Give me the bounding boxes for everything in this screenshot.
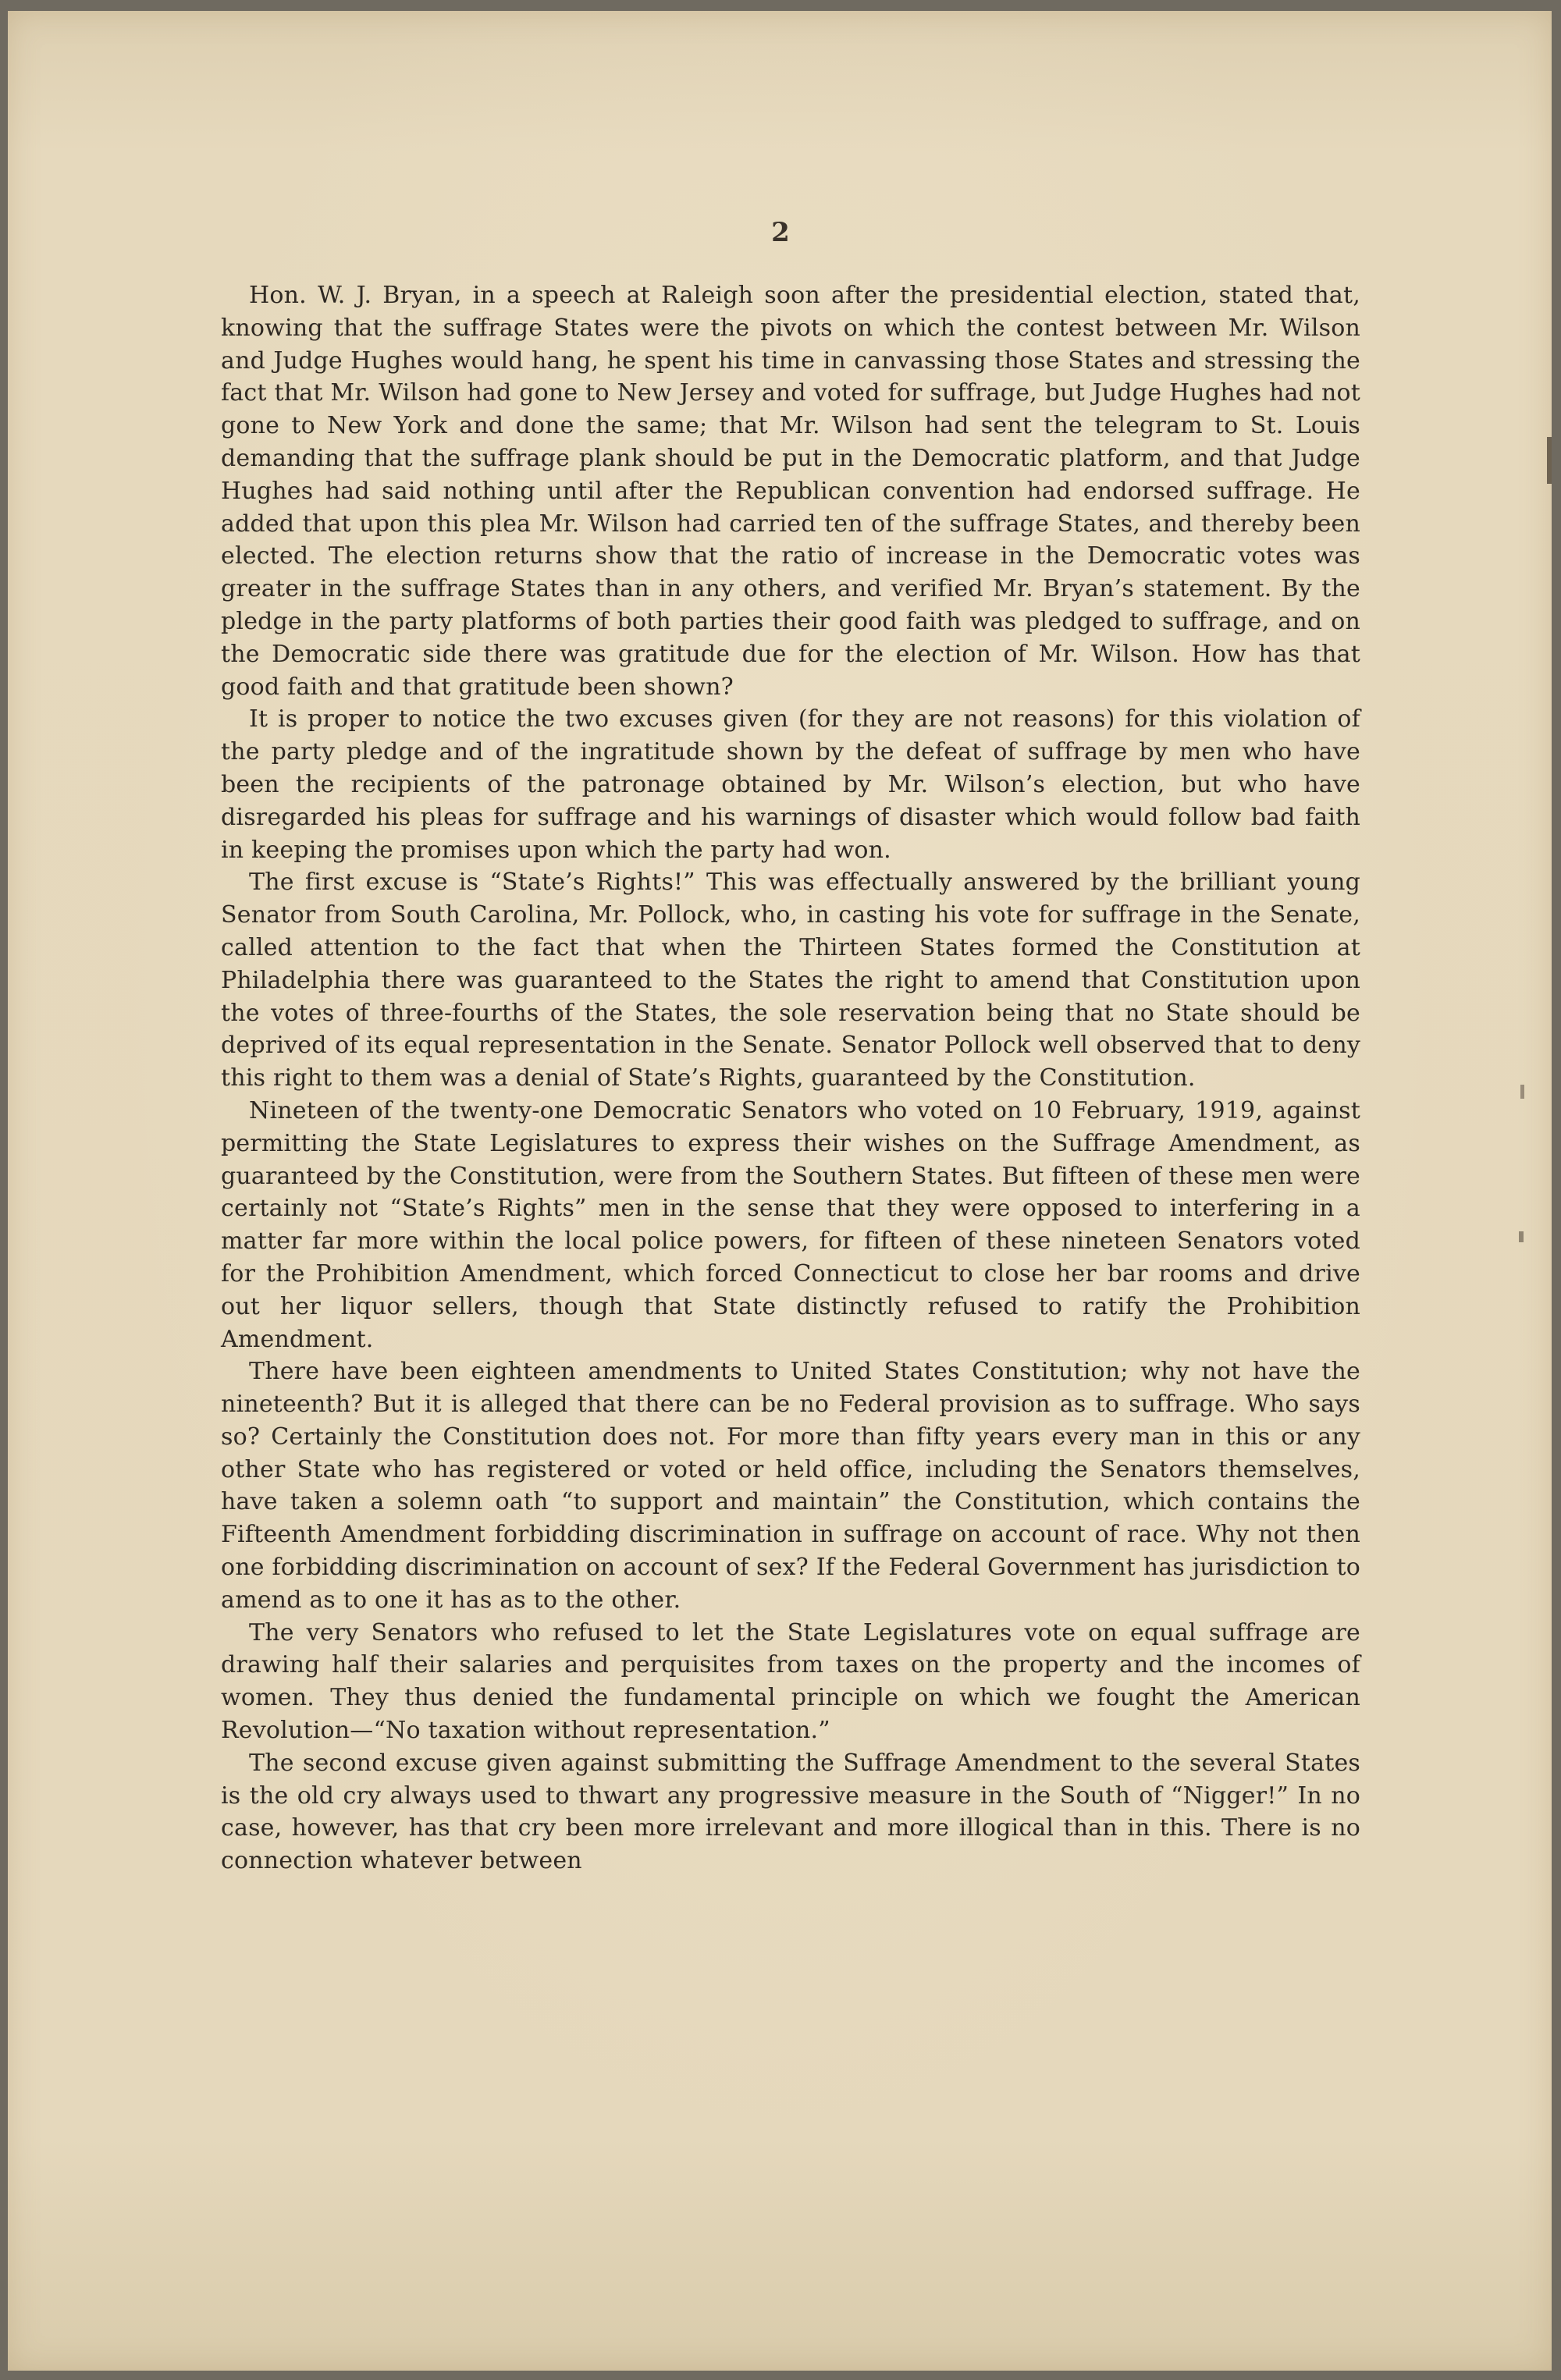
edge-mark <box>1547 437 1552 484</box>
paragraph: It is proper to notice the two excuses given (for they are not reasons) for this violation of the party pledge and of the ingratitude shown by the defeat of suffrage by men who have been the recipients of the patronage obtained by Mr. Wilson’s election, but who have disregarded his pleas for suffrage and his warnings of disaster which would follow bad faith in keeping the promises upon which the party had won. <box>221 705 1360 864</box>
paragraph: The very Senators who refused to let the State Legislatures vote on equal suffrage are drawing half their salaries and perquisites from taxes on the property and the incomes of women. They thus denied the fundamental principle on which we fought the American Revolution—“No taxation without representation.” <box>221 1618 1360 1745</box>
body-text <box>221 279 1360 1877</box>
paragraph: The second excuse given against submitting the Suffrage Amendment to the several States is the old cry always used to thwart any progressive measure in the South of “Nigger!” In no case, however, has that cry been more irrelevant and more illogical than in this. There is no connection whatever between <box>221 1749 1360 1875</box>
paragraph: Hon. W. J. Bryan, in a speech at Raleigh soon after the presidential election, stated that, knowing that the suffrage States were the pivots on which the contest between Mr. Wilson and Judge Hughes would hang, he spent his time in canvassing those States and stressing the fact that Mr. Wilson had gone to New Jersey and voted for suffrage, but Judge Hughes had not gone to New York and done the same; that Mr. Wilson had sent the telegram to St. Louis demanding that the suffrage plank should be put in the Democratic platform, and that Judge Hughes had said nothing until after the Republican convention had endorsed suffrage. He added that upon this plea Mr. Wilson had carried ten of the suffrage States, and thereby been elected. The election returns show that the ratio of increase in the Democratic votes was greater in the suffrage States than in any others, and verified Mr. Bryan’s statement. By the pledge in the party platforms of both parties their good faith was pledged to suffrage, and on the Democratic side there was gratitude due for the election of Mr. Wilson. How has that good faith and that gratitude been shown? <box>221 282 1360 701</box>
paragraph: The first excuse is “State’s Rights!” This was effectually answered by the brilliant young Senator from South Carolina, Mr. Pollock, who, in casting his vote for suffrage in the Senate, called attention to the fact that when the Thirteen States formed the Constitution at Philadelphia there was guaranteed to the States the right to amend that Constitution upon the votes of three-fourths of the States, the sole reservation being that no State should be deprived of its equal representation in the Senate. Senator Pollock well observed that to deny this right to them was a denial of State’s Rights, guaranteed by the Constitution. <box>221 869 1360 1092</box>
paragraph: Nineteen of the twenty-one Democratic Senators who voted on 10 February, 1919, against permitting the State Legislatures to express their wishes on the Suffrage Amendment, as guaranteed by the Constitution, were from the Southern States. But fifteen of these men were certainly not “State’s Rights” men in the sense that they were opposed to interfering in a matter far more within the local police powers, for fifteen of these nineteen Senators voted for the Prohibition Amendment, which forced Connecticut to close her bar rooms and drive out her liquor sellers, though that State distinctly refused to ratify the Prohibition Amendment. <box>221 1096 1360 1353</box>
edge-mark <box>1520 1085 1524 1099</box>
page-number: 2 <box>771 217 790 248</box>
paragraph: There have been eighteen amendments to United States Constitution; why not have the nineteenth? But it is alleged that there can be no Federal provision as to suffrage. Who says so? Certainly the Constitution does not. For more than fifty years every man in this or any other State who has registered or voted or held office, including the Senators themselves, have taken a solemn oath “to support and maintain” the Constitution, which contains the Fifteenth Amendment forbidding discrimination in suffrage on account of race. Why not then one forbidding discrimination on account of sex? If the Federal Government has jurisdiction to amend as to one it has as to the other. <box>221 1358 1360 1614</box>
edge-mark <box>1519 1231 1524 1242</box>
